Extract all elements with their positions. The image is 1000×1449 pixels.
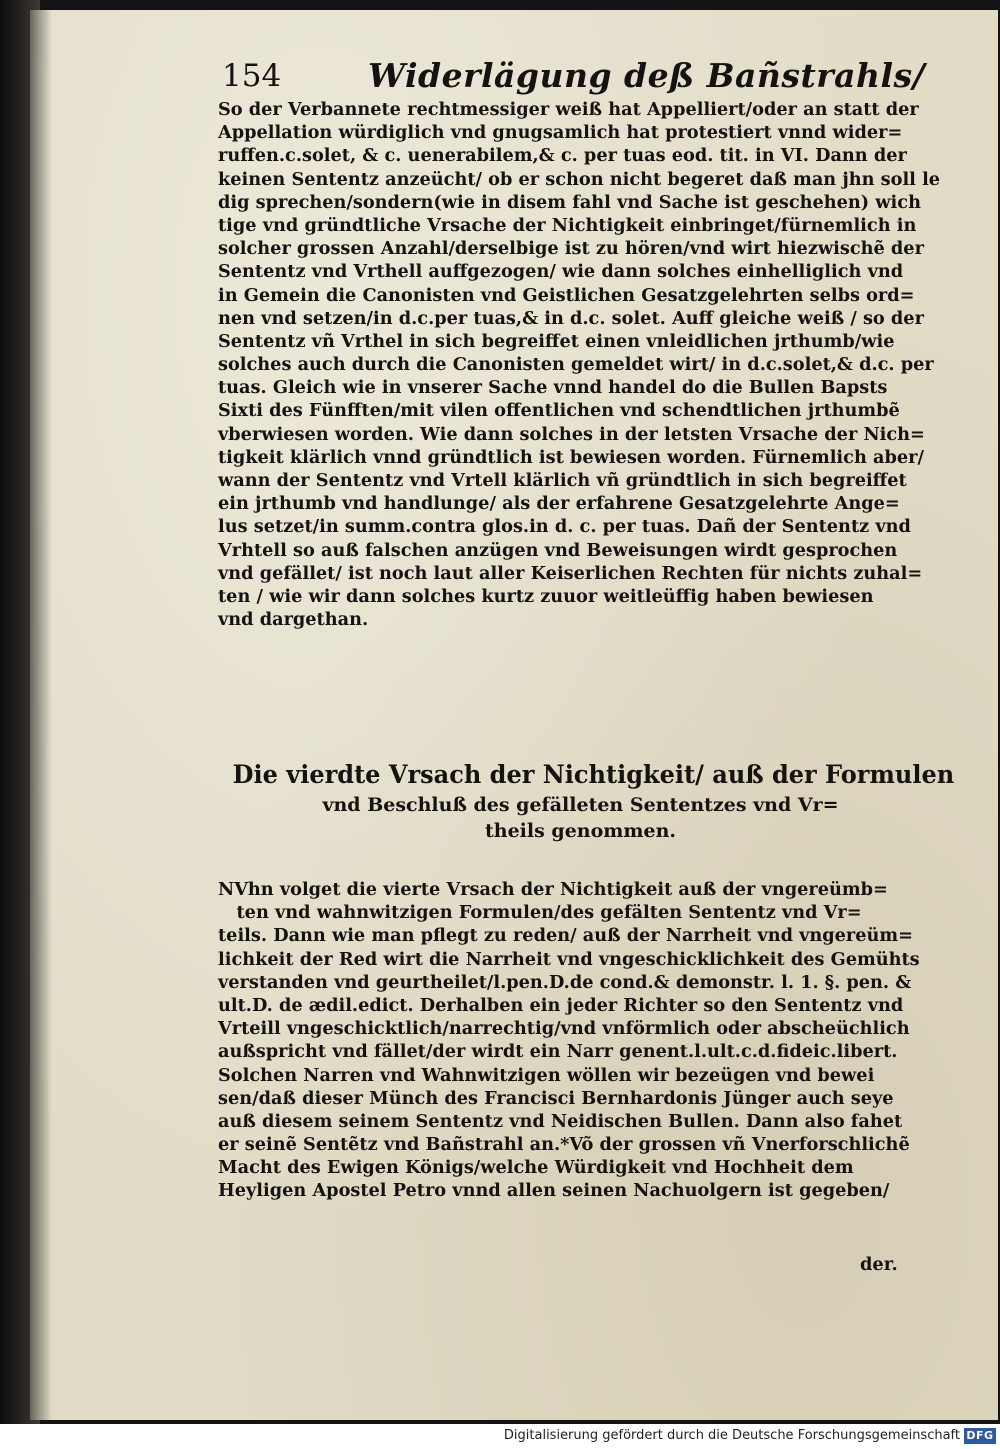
text-line: Sixti des Fünfften/mit vilen offentlichen vnd schendtlichen jrthumbẽ: [218, 400, 900, 422]
text-line: in Gemein die Canonisten vnd Geistlichen Gesatzgelehrten selbs ord=: [218, 284, 915, 306]
text-line: Vrhtell so auß falschen anzügen vnd Beweisungen wirdt gesprochen: [218, 539, 898, 561]
text-line: solcher grossen Anzahl/derselbige ist zu hören/vnd wirt hiezwischẽ der: [218, 238, 924, 260]
text-line: tigkeit klärlich vnnd gründtlich ist bewiesen worden. Fürnemlich aber/: [218, 446, 924, 468]
paragraph-2: [218, 878, 943, 1203]
text-line: ruffen.c.solet, & c. uenerabilem,& c. per tuas eod. tit. in VI. Dann der: [218, 145, 907, 167]
text-line: solches auch durch die Canonisten gemeldet wirt/ in d.c.solet,& d.c. per: [218, 354, 934, 376]
page-gutter-shadow: [30, 10, 52, 1420]
text-line: vnd dargethan.: [218, 609, 369, 631]
page-number: 154: [222, 58, 282, 94]
page-header: [222, 56, 942, 96]
digitization-footer: [0, 1424, 1000, 1449]
text-line: wann der Sententz vnd Vrtell klärlich vñ gründtlich in sich begreiffet: [218, 470, 907, 491]
text-line: vnd gefället/ ist noch laut aller Keiserlichen Rechten für nichts zuhal=: [218, 562, 923, 584]
text-line: ult.D. de ædil.edict. Derhalben ein jeder Richter so den Sententz vnd: [218, 994, 904, 1016]
paragraph-1: [218, 98, 943, 631]
text-line: lichkeit der Red wirt die Narrheit vnd vngeschicklichkeit des Gemühts: [218, 948, 920, 970]
text-line: ten vnd wahnwitzigen Formulen/des gefälten Sententz vnd Vr=: [218, 902, 862, 924]
catchword: der.: [860, 1254, 898, 1275]
text-line: sen/daß dieser Münch des Francisci Bernhardonis Jünger auch seye: [218, 1087, 894, 1109]
text-line: ein jrthumb vnd handlunge/ als der erfahrene Gesatzgelehrte Ange=: [218, 493, 900, 515]
text-line: verstanden vnd geurtheilet/l.pen.D.de cond.& demonstr. l. 1. §. pen. &: [218, 971, 912, 993]
text-line: dig sprechen/sondern(wie in disem fahl vnd Sache ist geschehen) wich: [218, 191, 921, 213]
section-heading-line-2: vnd Beschluß des gefälleten Sententzes vnd Vr=: [322, 794, 839, 816]
text-line: Appellation würdiglich vnd gnugsamlich hat protestiert vnnd wider=: [218, 122, 903, 144]
text-line: Solchen Narren vnd Wahnwitzigen wöllen wir bezeügen vnd bewei: [218, 1064, 875, 1086]
text-line: vberwiesen worden. Wie dann solches in der letsten Vrsache der Nich=: [218, 423, 925, 445]
text-line: auß diesem seinem Sententz vnd Neidischen Bullen. Dann also fahet: [218, 1110, 903, 1132]
funding-credit: Digitalisierung gefördert durch die Deutsche Forschungsgemeinschaft: [503, 1428, 960, 1443]
text-line: tige vnd gründtliche Vrsache der Nichtigkeit einbringet/fürnemlich in: [218, 214, 917, 236]
text-line: Sententz vnd Vrthell auffgezogen/ wie dann solches einhelliglich vnd: [218, 261, 904, 283]
text-line: Sententz vñ Vrthel in sich begreiffet einen vnleidlichen jrthumb/wie: [218, 330, 895, 352]
text-line: außspricht vnd fället/der wirdt ein Narr genent.l.ult.c.d.fideic.libert.: [218, 1041, 898, 1063]
running-head: Widerlägung deß Bañstrahls/: [368, 56, 926, 95]
text-line: lus setzet/in summ.contra glos.in d. c. per tuas. Dañ der Sententz vnd: [218, 516, 911, 538]
text-line: er seinẽ Sentẽtz vnd Bañstrahl an.*Võ der grossen vñ Vnerforschlichẽ: [218, 1134, 910, 1156]
text-line: nen vnd setzen/in d.c.per tuas,& in d.c. solet. Auff gleiche weiß / so der: [218, 307, 924, 329]
section-heading-line-3: theils genommen.: [484, 820, 676, 842]
text-line: ten / wie wir dann solches kurtz zuuor weitleüffig haben bewiesen: [218, 585, 874, 607]
text-line: Vrteill vngeschicktlich/narrechtig/vnd vnförmlich oder abscheüchlich: [218, 1018, 910, 1040]
text-line: Macht des Ewigen Königs/welche Würdigkeit vnd Hochheit dem: [218, 1157, 854, 1179]
text-line: tuas. Gleich wie in vnserer Sache vnnd handel do die Bullen Bapsts: [218, 377, 888, 399]
text-line: keinen Sententz anzeücht/ ob er schon nicht begeret daß man jhn soll le: [218, 168, 941, 190]
dfg-logo: DFG: [964, 1428, 996, 1444]
text-line: Heyligen Apostel Petro vnnd allen seinen Nachuolgern ist gegeben/: [218, 1180, 890, 1202]
section-heading-line-1: Die vierdte Vrsach der Nichtigkeit/ auß der Formulen: [232, 760, 955, 789]
text-line: So der Verbannete rechtmessiger weiß hat Appelliert/oder an statt der: [218, 99, 919, 120]
section-heading: [218, 758, 955, 844]
text-line: NVhn volget die vierte Vrsach der Nichtigkeit auß der vngereümb=: [218, 879, 888, 900]
text-line: teils. Dann wie man pflegt zu reden/ auß der Narrheit vnd vngereüm=: [218, 925, 913, 947]
